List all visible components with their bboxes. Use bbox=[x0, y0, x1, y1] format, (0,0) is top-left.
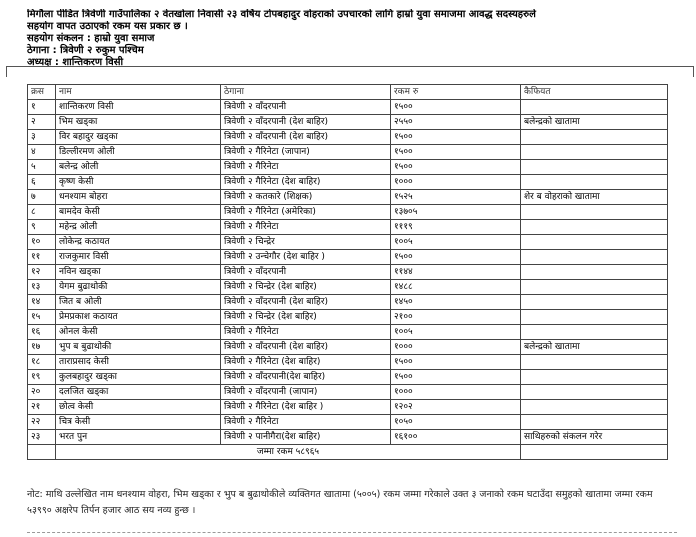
row-sn: ९ bbox=[28, 220, 56, 235]
intro-line-1: मिगौला पीडित त्रिवेणी गाउँपालिका २ वेतखोला निवासी २३ वर्षिय टोपबहादुर वोहराको उपचारको लागि हाम्रो युवा समाजमा आवद्ध सदस्यहरुले bbox=[27, 9, 536, 20]
row-address: त्रिवेणी २ वाँदरपानी bbox=[221, 100, 391, 115]
table-row bbox=[28, 265, 668, 280]
row-name: भुप ब बुढाथोकी bbox=[56, 340, 221, 355]
row-address: त्रिवेणी २ पानीगैरा(देश बाहिर) bbox=[221, 430, 391, 445]
row-remark bbox=[521, 100, 668, 115]
row-amount: १५०० bbox=[391, 355, 521, 370]
row-remark bbox=[521, 370, 668, 385]
row-remark: शेर ब वोहराको खातामा bbox=[521, 190, 668, 205]
row-address: त्रिवेणी २ गैरिनेटा bbox=[221, 325, 391, 340]
row-remark bbox=[521, 325, 668, 340]
row-address: त्रिवेणी २ कतकारे (शिक्षक) bbox=[221, 190, 391, 205]
row-address: त्रिवेणी २ वाँदरपानी bbox=[221, 265, 391, 280]
row-remark: साथिहरुको संकलन गरेर bbox=[521, 430, 668, 445]
row-sn: २२ bbox=[28, 415, 56, 430]
row-name: बलेन्द्र ओली bbox=[56, 160, 221, 175]
row-name: बामदेव केसी bbox=[56, 205, 221, 220]
row-address: त्रिवेणी २ गैरिनेटा bbox=[221, 160, 391, 175]
row-remark bbox=[521, 355, 668, 370]
row-sn: २० bbox=[28, 385, 56, 400]
row-name: छोत्व केसी bbox=[56, 400, 221, 415]
row-remark bbox=[521, 280, 668, 295]
row-remark bbox=[521, 205, 668, 220]
intro-paragraph bbox=[27, 9, 687, 33]
table-row bbox=[28, 220, 668, 235]
row-name: नविन खड्का bbox=[56, 265, 221, 280]
table-row bbox=[28, 145, 668, 160]
table-row bbox=[28, 340, 668, 355]
row-sn: १० bbox=[28, 235, 56, 250]
row-sn: १ bbox=[28, 100, 56, 115]
collector-line: सहयोग संकलन : हाम्रो युवा समाज bbox=[27, 33, 155, 44]
row-name: धनश्याम बोहरा bbox=[56, 190, 221, 205]
row-name: कुलबहादुर खड्का bbox=[56, 370, 221, 385]
row-remark bbox=[521, 265, 668, 280]
row-amount: १००५ bbox=[391, 325, 521, 340]
row-name: लोकेन्द्र कठायत bbox=[56, 235, 221, 250]
header-address: ठेगाना bbox=[221, 85, 391, 100]
table-row bbox=[28, 310, 668, 325]
row-remark bbox=[521, 400, 668, 415]
row-amount: १५२५ bbox=[391, 190, 521, 205]
row-address: त्रिवेणी २ वाँदरपानी (देश बाहिर) bbox=[221, 340, 391, 355]
row-name: महेन्द्र ओली bbox=[56, 220, 221, 235]
table-row bbox=[28, 355, 668, 370]
row-amount: १५०० bbox=[391, 145, 521, 160]
row-sn: ११ bbox=[28, 250, 56, 265]
row-amount: २५५० bbox=[391, 115, 521, 130]
row-address: त्रिवेणी २ गैरिनेटा (देश बाहिर) bbox=[221, 175, 391, 190]
row-amount: १११९ bbox=[391, 220, 521, 235]
address-line: ठेगाना : त्रिवेणी २ रुकुम पश्चिम bbox=[27, 45, 144, 56]
table-row bbox=[28, 415, 668, 430]
row-amount: १०५० bbox=[391, 415, 521, 430]
row-name: ओनल केसी bbox=[56, 325, 221, 340]
table-row bbox=[28, 115, 668, 130]
header-remark: कैफियत bbox=[521, 85, 668, 100]
row-name: जित ब ओली bbox=[56, 295, 221, 310]
row-sn: १६ bbox=[28, 325, 56, 340]
row-name: भिम खड्का bbox=[56, 115, 221, 130]
row-remark bbox=[521, 415, 668, 430]
row-amount: १५०० bbox=[391, 160, 521, 175]
row-sn: ५ bbox=[28, 160, 56, 175]
row-address: त्रिवेणी २ गैरिनेटा bbox=[221, 415, 391, 430]
header-sn: क्रस bbox=[28, 85, 56, 100]
row-address: त्रिवेणी २ गैरिनेटा (अमेरिका) bbox=[221, 205, 391, 220]
row-amount: १४८८ bbox=[391, 280, 521, 295]
table-row bbox=[28, 325, 668, 340]
table-row bbox=[28, 175, 668, 190]
header-name: नाम bbox=[56, 85, 221, 100]
table-row bbox=[28, 400, 668, 415]
row-sn: १५ bbox=[28, 310, 56, 325]
table-row bbox=[28, 100, 668, 115]
table-row bbox=[28, 385, 668, 400]
row-remark bbox=[521, 295, 668, 310]
row-address: त्रिवेणी २ चिन्द्रेर (देश बाहिर) bbox=[221, 310, 391, 325]
total-amount: जम्मा रकम ५८९६५ bbox=[56, 445, 521, 460]
row-name: भरत पुन bbox=[56, 430, 221, 445]
row-sn: २१ bbox=[28, 400, 56, 415]
row-amount: १००५ bbox=[391, 235, 521, 250]
table-row bbox=[28, 250, 668, 265]
table-row bbox=[28, 295, 668, 310]
row-sn: १८ bbox=[28, 355, 56, 370]
row-address: त्रिवेणी २ वाँदरपानी (देश बाहिर) bbox=[221, 295, 391, 310]
row-amount: १००० bbox=[391, 175, 521, 190]
row-sn: ७ bbox=[28, 190, 56, 205]
row-amount: १५०० bbox=[391, 370, 521, 385]
row-name: कृष्ण केसी bbox=[56, 175, 221, 190]
row-address: त्रिवेणी २ चिन्द्रेर bbox=[221, 235, 391, 250]
table-row bbox=[28, 430, 668, 445]
row-address: त्रिवेणी २ वाँदरपानी(देश बाहिर) bbox=[221, 370, 391, 385]
table-row bbox=[28, 235, 668, 250]
header-amount: रकम रु bbox=[391, 85, 521, 100]
total-row bbox=[28, 445, 668, 460]
row-name: डिल्लीरमण ओली bbox=[56, 145, 221, 160]
row-remark: बलेन्द्रको खातामा bbox=[521, 340, 668, 355]
row-address: त्रिवेणी २ वाँदरपानी (जापान) bbox=[221, 385, 391, 400]
row-address: त्रिवेणी २ वाँदरपानी (देश बाहिर) bbox=[221, 130, 391, 145]
row-name: ताराप्रसाद केसी bbox=[56, 355, 221, 370]
row-amount: १५०० bbox=[391, 130, 521, 145]
row-sn: १४ bbox=[28, 295, 56, 310]
row-remark bbox=[521, 130, 668, 145]
contribution-table bbox=[27, 84, 668, 460]
row-remark bbox=[521, 175, 668, 190]
table-row bbox=[28, 190, 668, 205]
row-address: त्रिवेणी २ उन्चेगौर (देश बाहिर ) bbox=[221, 250, 391, 265]
row-remark bbox=[521, 145, 668, 160]
row-name: प्रेमप्रकाश कठायत bbox=[56, 310, 221, 325]
row-sn: ६ bbox=[28, 175, 56, 190]
row-address: त्रिवेणी २ गैरिनेटा (देश बाहिर ) bbox=[221, 400, 391, 415]
row-remark bbox=[521, 310, 668, 325]
row-sn: २ bbox=[28, 115, 56, 130]
table-row bbox=[28, 205, 668, 220]
row-address: त्रिवेणी २ वाँदरपानी (देश बाहिर) bbox=[221, 115, 391, 130]
row-remark bbox=[521, 250, 668, 265]
row-address: त्रिवेणी २ गैरिनेटा bbox=[221, 220, 391, 235]
row-sn: ८ bbox=[28, 205, 56, 220]
row-sn: ४ bbox=[28, 145, 56, 160]
row-remark bbox=[521, 385, 668, 400]
row-sn: १७ bbox=[28, 340, 56, 355]
row-amount: १४५० bbox=[391, 295, 521, 310]
intro-line-2: सहयोग वापत उठाएको रकम यस प्रकार छ । bbox=[27, 21, 188, 32]
row-sn: १९ bbox=[28, 370, 56, 385]
row-sn: ३ bbox=[28, 130, 56, 145]
row-sn: १३ bbox=[28, 280, 56, 295]
table-row bbox=[28, 160, 668, 175]
row-amount: १५०० bbox=[391, 250, 521, 265]
row-name: राजकुमार विसी bbox=[56, 250, 221, 265]
table-row bbox=[28, 370, 668, 385]
table-header-row bbox=[28, 85, 668, 100]
row-name: शान्तिकरण विसी bbox=[56, 100, 221, 115]
row-remark bbox=[521, 235, 668, 250]
text-boundary-marker bbox=[6, 66, 694, 80]
row-address: त्रिवेणी २ चिन्द्रेर (देश बाहिर) bbox=[221, 280, 391, 295]
row-remark bbox=[521, 220, 668, 235]
row-sn: १२ bbox=[28, 265, 56, 280]
footnote: नोट: माथि उल्लेखित नाम धनश्याम वोहरा, भिम खड्का र भुप ब बुढाथोकीले व्यक्तिगत खातामा (५००५) रकम जम्मा गरेकाले उक्त ३ जनाको रकम घटाउँदा समुहको खातामा जम्मा रकम ५३९९० अक्षरेप तिर्पन हजार आठ सय नव्य हुन्छ । bbox=[27, 489, 653, 516]
table-row bbox=[28, 280, 668, 295]
row-amount: १००० bbox=[391, 340, 521, 355]
row-amount: १००० bbox=[391, 385, 521, 400]
row-address: त्रिवेणी २ गैरिनेटा (जापान) bbox=[221, 145, 391, 160]
row-amount: २१०० bbox=[391, 310, 521, 325]
table-row bbox=[28, 130, 668, 145]
row-address: त्रिवेणी २ गैरिनेटा (देश बाहिर) bbox=[221, 355, 391, 370]
row-name: येगम बुढाथोकी bbox=[56, 280, 221, 295]
row-amount: १५०० bbox=[391, 100, 521, 115]
footer-divider bbox=[27, 532, 677, 533]
row-amount: १२०२ bbox=[391, 400, 521, 415]
row-remark: बलेन्द्रको खातामा bbox=[521, 115, 668, 130]
row-name: दलजित खड्का bbox=[56, 385, 221, 400]
row-remark bbox=[521, 160, 668, 175]
row-amount: १३७०५ bbox=[391, 205, 521, 220]
chair-line: अध्यक्ष : शान्तिकरण विसी bbox=[27, 57, 124, 68]
row-name: चित्र केसी bbox=[56, 415, 221, 430]
row-name: विर बहादुर खड्का bbox=[56, 130, 221, 145]
row-sn: २३ bbox=[28, 430, 56, 445]
row-amount: ११४४ bbox=[391, 265, 521, 280]
row-amount: १६१०० bbox=[391, 430, 521, 445]
